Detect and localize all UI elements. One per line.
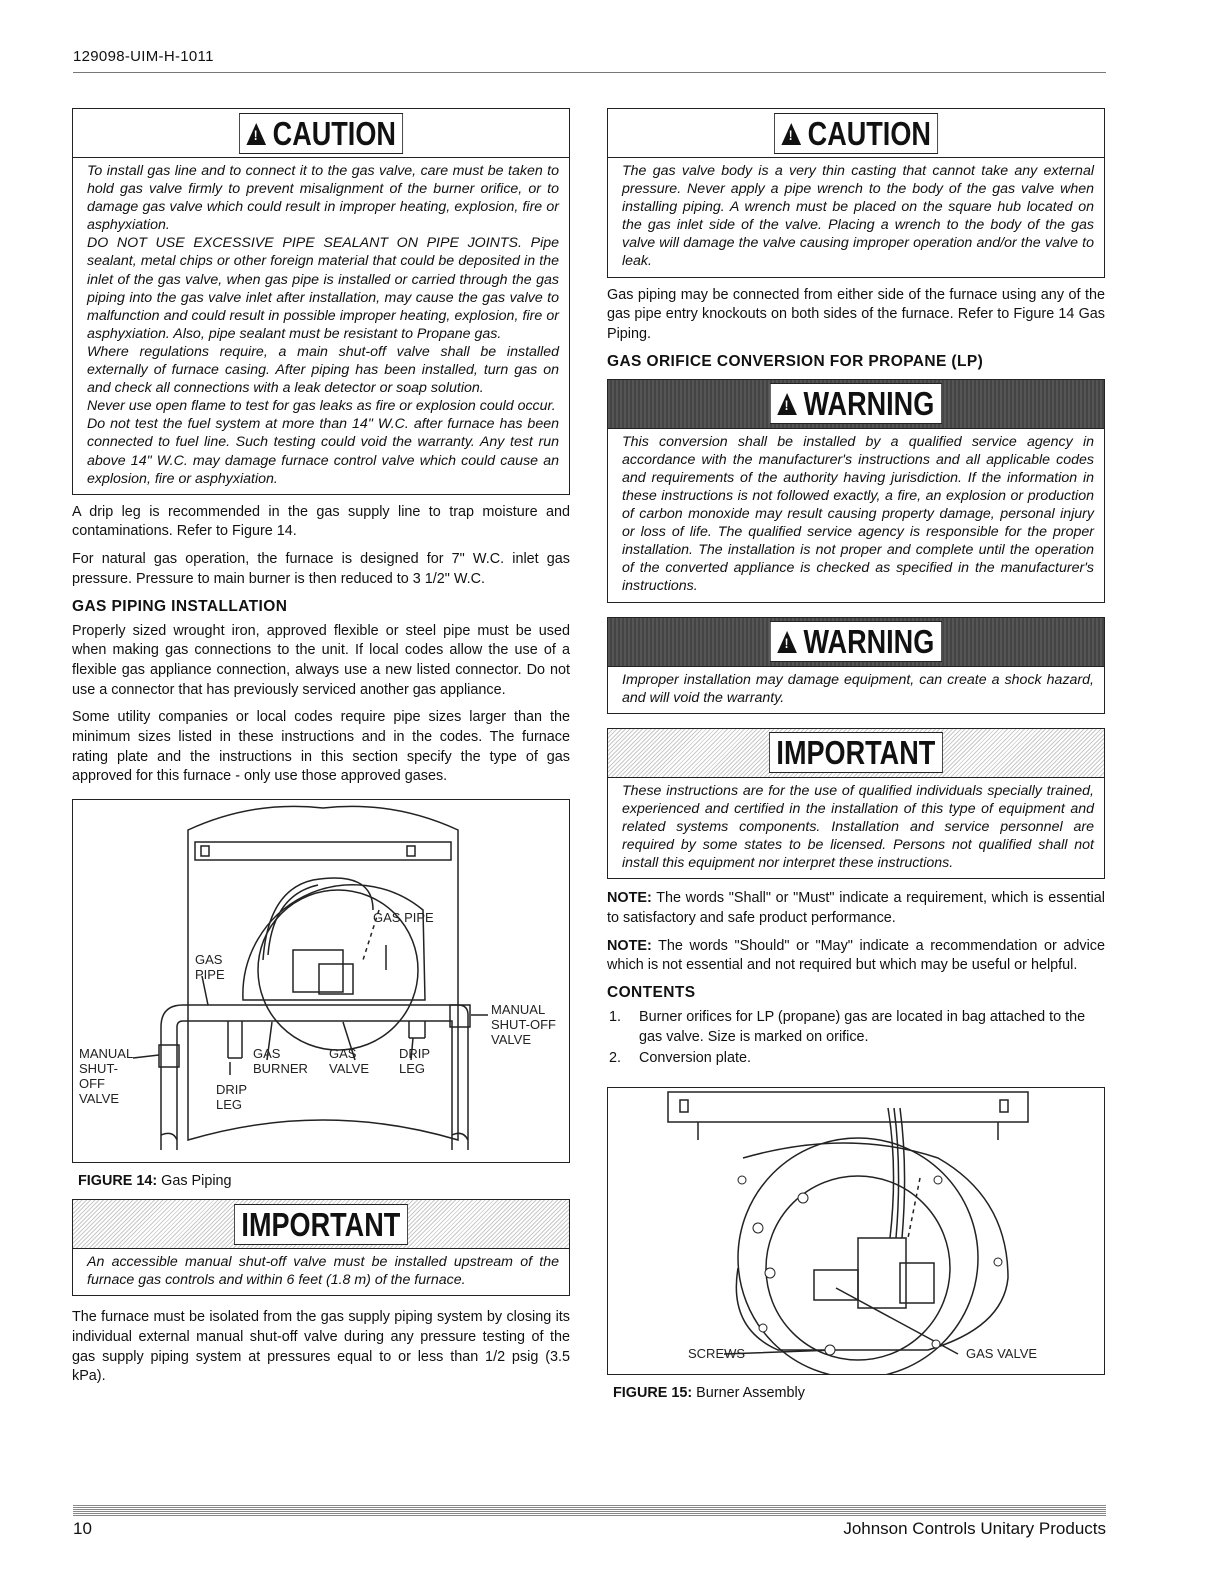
warning-triangle-icon: [246, 123, 266, 145]
label-manual-shutoff-right: MANUAL SHUT-OFF VALVE: [491, 1002, 556, 1048]
pipe-sizing-paragraph: Properly sized wrought iron, approved flexible or steel pipe must be used when making gas connections to the unit. If local codes allow the use of a flexible gas appliance connection, always use a new listed connector. Do not use a connector that has previously serviced another gas appliance.: [72, 622, 570, 698]
caution-label: ! CAUTION: [774, 113, 938, 154]
figure-14-caption: FIGURE 14: Gas Piping: [78, 1173, 232, 1190]
caution-label: ! CAUTION: [239, 113, 403, 154]
left-column: [72, 108, 570, 1395]
important-header: [608, 729, 1104, 777]
label-screws: SCREWS: [688, 1346, 746, 1362]
figure-15-burner-assembly: [607, 1087, 1105, 1375]
section-title-contents: CONTENTS: [607, 983, 696, 1001]
important-label: IMPORTANT: [769, 732, 943, 773]
caution-box-gas-line: [72, 108, 570, 495]
gas-piping-sides-paragraph: Gas piping may be connected from either side of the furnace using any of the gas pipe entry knockouts on both sides of the furnace. Refer to Figure 14 Gas Piping.: [607, 286, 1105, 342]
label-gas-pipe-left: GAS PIPE: [195, 952, 225, 983]
document-id: 129098-UIM-H-1011: [73, 48, 214, 65]
important-text: An accessible manual shut-off valve must be installed upstream of the furnace gas controls and within 6 feet (1.8 m) of the furnace.: [73, 1248, 569, 1295]
important-label: IMPORTANT: [234, 1204, 408, 1245]
label-drip-leg-right: DRIP LEG: [399, 1046, 430, 1077]
important-header: [73, 1200, 569, 1248]
section-title-orifice-conversion: GAS ORIFICE CONVERSION FOR PROPANE (LP): [607, 352, 984, 370]
caution-paragraph: To install gas line and to connect it to the gas valve, care must be taken to hold gas valve firmly to prevent misalignment of the burner orifice, or to damage gas valve which could result in improper heating, explosion, fire or asphyxiation.: [87, 163, 559, 234]
note-shall-must: NOTE: The words "Shall" or "Must" indicate a requirement, which is essential to satisfactory and safe product performance.: [607, 890, 1105, 926]
figure-14-gas-piping: [72, 799, 570, 1163]
burner-assembly-diagram: [608, 1088, 1104, 1374]
list-item: 1. Burner orifices for LP (propane) gas are located in bag attached to the gas valve. Size is marked on orifice.: [609, 1008, 1086, 1045]
footer-rule: [73, 1504, 1106, 1516]
caution-paragraph: Do not test the fuel system at more than 14" W.C. after furnace has been connected to fuel line. Such testing could void the warranty. Any test run above 14" W.C. may damage furnace control valve which could cause an explosion, fire or asphyxiation.: [87, 416, 559, 487]
warning-box-installation: [607, 617, 1105, 714]
page-number: 10: [73, 1519, 92, 1538]
caution-paragraph: Never use open flame to test for gas leaks as fire or explosion could occur.: [87, 398, 556, 415]
list-item: 2. Conversion plate.: [609, 1050, 751, 1067]
warning-triangle-icon: [777, 631, 797, 653]
warning-text: Improper installation may damage equipment, can create a shock hazard, and will void the warranty.: [608, 666, 1104, 713]
important-text: These instructions are for the use of qualified individuals specially trained, experienced and certified in the installation of this type of equipment and related systems components. Installation and service personnel are required by some states to be licensed. Persons not qualified shall not install this equipment nor interpret these instructions.: [608, 777, 1104, 878]
warning-label: ! WARNING: [770, 383, 942, 424]
label-gas-burner: GAS BURNER: [253, 1046, 308, 1077]
caution-paragraph: DO NOT USE EXCESSIVE PIPE SEALANT ON PIPE JOINTS. Pipe sealant, metal chips or other foreign material that could be deposited in the inlet of the gas valve, when gas pipe is installed or carried through the gas piping into the gas valve inlet after installation, may cause the gas valve to malfunction and could result in possible improper heating, explosion, fire or asphyxiation. Also, pipe sealant must be resistant to Propane gas.: [87, 235, 559, 342]
important-box-qualified: [607, 728, 1105, 879]
note-should-may: NOTE: The words "Should" or "May" indicate a recommendation or advice which is not essential and not required but which may be useful or helpful.: [607, 937, 1105, 974]
warning-triangle-icon: [777, 393, 797, 415]
drip-leg-paragraph: A drip leg is recommended in the gas supply line to trap moisture and contaminations. Refer to Figure 14.: [72, 503, 570, 540]
warning-header: [608, 380, 1104, 428]
label-drip-leg-left: DRIP LEG: [216, 1082, 247, 1113]
warning-triangle-icon: [781, 123, 801, 145]
isolation-paragraph: The furnace must be isolated from the gas supply piping system by closing its individual external manual shut-off valve during any pressure testing of the gas supply piping system at pressures equal to or less than 1/2 psig (3.5 kPa).: [72, 1309, 570, 1385]
warning-header: [608, 618, 1104, 666]
section-title-gas-piping: GAS PIPING INSTALLATION: [72, 597, 288, 615]
company-name: Johnson Controls Unitary Products: [843, 1519, 1106, 1538]
label-gas-valve: GAS VALVE: [966, 1346, 1038, 1362]
warning-label: ! WARNING: [770, 621, 942, 662]
warning-text: This conversion shall be installed by a qualified service agency in accordance with the manufacturer's instructions and all applicable codes and requirements of the authority having jurisdiction. If the information in these instructions is not followed exactly, a fire, an explosion or production of carbon monoxide may result causing property damage, personal injury or loss of life. The qualified service agency is responsible for the proper installation. The installation is not proper and complete until the operation of the converted appliance is checked as specified in the manufacturer's instructions.: [608, 428, 1104, 602]
caution-paragraph: Where regulations require, a main shut-off valve shall be installed externally of furnace casing. After piping has been installed, turn gas on and check all connections with a leak detector or soap solution.: [87, 343, 559, 397]
warning-box-conversion: [607, 379, 1105, 603]
gas-piping-diagram: [73, 800, 569, 1162]
label-gas-pipe-top: GAS PIPE: [373, 910, 434, 926]
figure-15-caption: FIGURE 15: Burner Assembly: [613, 1385, 805, 1402]
natural-gas-paragraph: For natural gas operation, the furnace is designed for 7" W.C. inlet gas pressure. Pressure to main burner is then reduced to 3 1/2" W.C.: [72, 551, 570, 587]
caution-text: [73, 157, 569, 494]
caution-header: [608, 109, 1104, 157]
label-manual-shutoff-left: MANUAL SHUT-OFF VALVE: [79, 1046, 133, 1107]
caution-header: [73, 109, 569, 157]
right-column: [607, 108, 1105, 1411]
important-box-shutoff: [72, 1199, 570, 1296]
label-gas-valve: GAS VALVE: [329, 1046, 369, 1077]
caution-box-valve-body: [607, 108, 1105, 278]
caution-text: The gas valve body is a very thin casting that cannot take any external pressure. Never apply a pipe wrench to the body of the gas valve when installing piping. A wrench must be placed on the square hub located on the gas inlet side of the valve. Placing a wrench to the body of the gas valve will damage the valve causing improper operation and/or the valve to leak.: [608, 157, 1104, 277]
header-rule: [73, 72, 1106, 73]
utility-codes-paragraph: Some utility companies or local codes require pipe sizes larger than the minimum sizes listed in these instructions and in the codes. The furnace rating plate and the instructions in this section specify the type of gas approved for this furnace - only use those approved gases.: [72, 709, 570, 785]
